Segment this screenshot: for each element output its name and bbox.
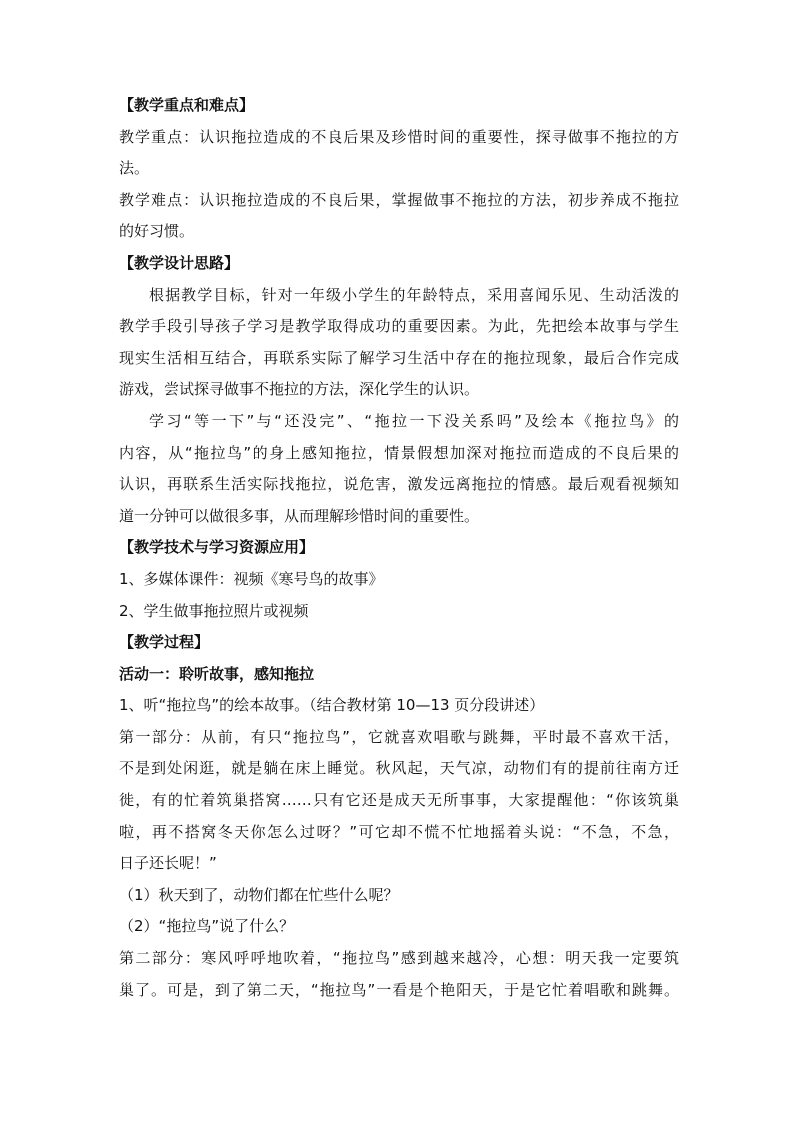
section-heading-process: 【教学过程】: [119, 633, 210, 652]
paragraph-line: 第一部分：从前，有只“拖拉鸟”，它就喜欢唱歌与跳舞，平时最不喜欢干活，: [119, 727, 679, 746]
section-heading-design-ideas: 【教学设计思路】: [119, 253, 240, 272]
paragraph-line: 认识，再联系生活实际找拖拉，说危害，激发远离拖拉的情感。最后观看视频知: [119, 475, 679, 494]
list-item: 2、学生做事拖拉照片或视频: [119, 601, 309, 620]
paragraph-line: 现实生活相互结合，再联系实际了解学习生活中存在的拖拉现象，最后合作完成: [119, 348, 679, 367]
section-heading-key-points: 【教学重点和难点】: [119, 96, 255, 114]
paragraph-line: 游戏，尝试探寻做事不拖拉的方法，深化学生的认识。: [119, 380, 480, 399]
paragraph-line: 根据教学目标，针对一年级小学生的年龄特点，采用喜闻乐见、生动活泼的: [149, 285, 679, 304]
activity-heading: 活动一：聆听故事，感知拖拉: [119, 664, 315, 683]
paragraph-line: 内容，从“拖拉鸟”的身上感知拖拉，情景假想加深对拖拉而造成的不良后果的: [119, 443, 679, 462]
paragraph-line: 1、听“拖拉鸟”的绘本故事。（结合教材第 10—13 页分段讲述）: [119, 696, 545, 715]
list-item: 1、多媒体课件：视频《寒号鸟的故事》: [119, 569, 384, 588]
question-item: （1）秋天到了，动物们都在忙些什么呢？: [119, 885, 399, 904]
paragraph-line: 道一分钟可以做很多事，从而理解珍惜时间的重要性。: [119, 506, 480, 525]
paragraph-line: 巢了。可是，到了第二天，“拖拉鸟”一看是个艳阳天，于是它忙着唱歌和跳舞。: [119, 980, 679, 999]
paragraph-line: 徙，有的忙着筑巢搭窝……只有它还是成天无所事事，大家提醒他：“你该筑巢: [119, 791, 679, 810]
paragraph-line: 的好习惯。: [119, 222, 195, 241]
section-heading-resources: 【教学技术与学习资源应用】: [119, 538, 315, 557]
paragraph-line: 法。: [119, 159, 150, 178]
question-item: （2）“拖拉鸟”说了什么？: [119, 917, 295, 936]
paragraph-line: 日子还长呢！”: [119, 854, 217, 873]
paragraph-line: 教学难点：认识拖拉造成的不良后果，掌握做事不拖拉的方法，初步养成不拖拉: [119, 190, 679, 209]
paragraph-line: 不是到处闲逛，就是躺在床上睡觉。秋风起，天气凉，动物们有的提前往南方迁: [119, 759, 679, 778]
paragraph-line: 教学手段引导孩子学习是教学取得成功的重要因素。为此，先把绘本故事与学生: [119, 317, 679, 336]
paragraph-line: 学习“等一下”与“还没完”、“拖拉一下没关系吗”及绘本《拖拉鸟》的: [149, 411, 679, 430]
document-page: [119, 94, 679, 1010]
paragraph-line: 教学重点：认识拖拉造成的不良后果及珍惜时间的重要性，探寻做事不拖拉的方: [119, 127, 679, 146]
paragraph-line: 第二部分：寒风呼呼地吹着，“拖拉鸟”感到越来越冷，心想：明天我一定要筑: [119, 949, 679, 968]
paragraph-line: 啦，再不搭窝冬天你怎么过呀？”可它却不慌不忙地摇着头说：“不急，不急，: [119, 822, 679, 841]
